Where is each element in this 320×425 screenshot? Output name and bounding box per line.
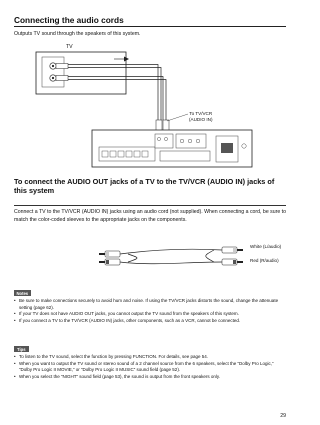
notes-badge: Notes [14,290,31,296]
red-plug-label: Red (R/audio) [250,258,279,263]
tv-vcr-jack-label [189,111,212,122]
intro-text: Outputs TV sound through the speakers of this system. [14,31,141,37]
tv-vcr-jack-label-line2: (AUDIO IN) [189,116,213,122]
tips-badge: Tips [14,346,29,352]
tip-item: • To listen to the TV sound, select the function by pressing FUNCTION. For details, see page 54. [14,354,286,361]
tv-label: TV [66,44,73,50]
tip-item: • When you select the “NIGHT” sound field (page 53), the sound is output from the front speakers only. [14,374,286,381]
stereo-audio-cord [99,247,243,265]
tv-back-panel [36,52,126,94]
note-item: • Be sure to make connections securely to avoid hum and noise. If using the TV/VCR jacks distorts the sound, change the attenuate setting (page 62). [14,298,286,311]
notes-list [14,298,286,324]
tips-list [14,354,286,380]
tip-item: • When you want to output the TV sound or stereo sound of a 2 channel source from the 6 speakers, select the “Dolby Pro Logic,” “Dolby Pro Logic II MOVIE,” or “Dolby Pro Logic II MUSIC” sound field (page 52). [14,361,286,374]
section-heading: Connecting the audio cords [14,15,124,25]
white-plug-label: White (L/audio) [250,244,282,249]
page-number: 29 [280,413,286,419]
body-paragraph: Connect a TV to the TV/VCR (AUDIO IN) jacks using an audio cord (not supplied). When connecting a cord, be sure to match the color-coded sleeves to the appropriate jacks on the components. [14,209,286,223]
label-pointer [167,114,188,121]
note-item: • If your TV does not have AUDIO OUT jacks, you cannot output the TV sound from the speakers of this system. [14,311,286,318]
system-rear-panel [92,130,252,167]
note-item: • If you connect a TV to the TV/VCR (AUDIO IN) jacks, other components, such as a VCR, cannot be connected. [14,318,286,325]
subsection-rule [14,205,286,206]
subsection-heading: To connect the AUDIO OUT jacks of a TV to the TV/VCR (AUDIO IN) jacks of this system [14,177,275,196]
tv-vcr-jack-label-line1: To TV/VCR [189,111,213,116]
